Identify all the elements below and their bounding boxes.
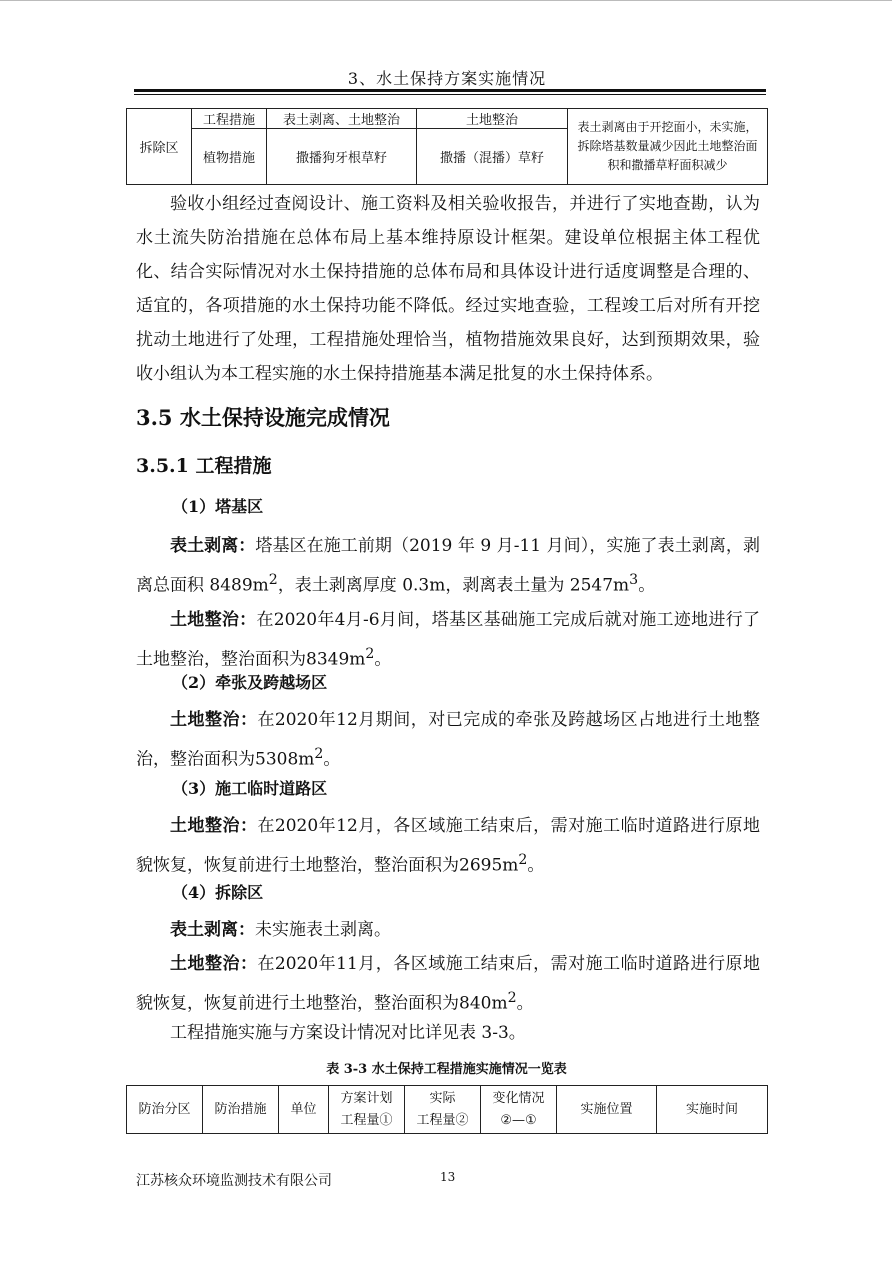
header-line: 工程量②: [416, 1112, 469, 1128]
actual-measure-cell: 土地整治: [417, 109, 568, 129]
text: 。: [323, 749, 341, 770]
measure-type-cell: 植物措施: [192, 129, 267, 185]
intro-block: [136, 187, 760, 391]
label-topsoil: 表土剥离：: [170, 920, 255, 940]
label-topsoil: 表土剥离：: [170, 536, 256, 556]
text: 在2020年12月，各区域施工结束后，需对施工临时道路进行原地貌恢复，恢复前进行土地整治，整治面积为2695m: [136, 816, 760, 876]
demolition-land-paragraph: [136, 947, 760, 1021]
plan-measure-cell: 撒播狗牙根草籽: [267, 129, 417, 185]
text: 。: [638, 575, 656, 596]
tower-area-block: [136, 492, 760, 676]
subsection-block: [136, 451, 760, 481]
label-land: 土地整治：: [170, 609, 257, 630]
table-caption: 表 3-3 水土保持工程措施实施情况一览表: [326, 1062, 567, 1077]
header-actual-quantity: [405, 1086, 481, 1134]
label-land: 土地整治：: [170, 710, 258, 730]
section-heading: 3.5 水土保持设施完成情况: [136, 405, 390, 430]
table-reference-block: [136, 1016, 760, 1050]
text: 。: [527, 855, 545, 876]
label-land: 土地整治：: [170, 954, 258, 974]
demolition-topsoil-paragraph: [136, 913, 760, 947]
page-number: 13: [440, 1170, 456, 1184]
header-line: ②—①: [500, 1112, 537, 1128]
header-unit: 单位: [279, 1086, 329, 1134]
header-time: 实施时间: [657, 1086, 768, 1134]
tower-area-title: （1）塔基区: [172, 497, 264, 516]
text: 。: [516, 993, 534, 1014]
tension-land-paragraph: [136, 703, 760, 777]
plan-measure-cell: 表土剥离、土地整治: [267, 109, 417, 129]
header-planned-quantity: [329, 1086, 405, 1134]
text: 。: [374, 649, 392, 670]
tower-topsoil-paragraph: [136, 529, 760, 603]
demolition-area-block: [136, 878, 760, 1021]
text: 在2020年12月期间，对已完成的牵张及跨越场区占地进行土地整治，整治面积为5308m: [136, 710, 760, 770]
road-area-title: （3）施工临时道路区: [172, 779, 328, 798]
superscript: 2: [314, 746, 324, 762]
superscript: 2: [518, 852, 528, 868]
tension-area-title: （2）牵张及跨越场区: [172, 673, 328, 692]
tension-area-block: [136, 668, 760, 777]
page-top-edge: [0, 0, 892, 1]
superscript: 2: [268, 572, 278, 588]
text: ，表土剥离厚度 0.3m，剥离表土量为 2547m: [277, 575, 630, 596]
road-land-paragraph: [136, 809, 760, 883]
header-line: 方案计划: [340, 1090, 393, 1106]
text: 未实施表土剥离。: [255, 920, 391, 940]
demolition-area-title: （4）拆除区: [172, 883, 264, 902]
header-rule-thin: [134, 94, 766, 95]
superscript: 3: [629, 572, 639, 588]
tower-land-paragraph: [136, 603, 760, 677]
header-measure: 防治措施: [203, 1086, 279, 1134]
table-reference-paragraph: 工程措施实施与方案设计情况对比详见表 3-3。: [170, 1023, 526, 1043]
header-location: 实施位置: [557, 1086, 657, 1134]
intro-paragraph: 验收小组经过查阅设计、施工资料及相关验收报告，并进行了实地查勘，认为水土流失防治措施在总体布局上基本维持原设计框架。建设单位根据主体工程优化、结合实际情况对水土保持措施的总体布局和具体设计进行适度调整是合理的、适宜的，各项措施的水土保持功能不降低。经过实地查验，工程竣工后对所有开挖扰动土地进行了处理，工程措施处理恰当，植物措施效果良好，达到预期效果，验收小组认为本工程实施的水土保持措施基本满足批复的水土保持体系。: [136, 194, 760, 384]
actual-measure-cell: 撒播（混播）草籽: [417, 129, 568, 185]
header-change: [481, 1086, 557, 1134]
text: 塔基区在施工前期（2019 年 9 月-11 月间），实施了表土剥离，剥离总面积 8489m: [136, 536, 761, 596]
label-land: 土地整治：: [170, 816, 258, 836]
header-line: 实际: [429, 1090, 456, 1106]
text: 在2020年4月-6月间，塔基区基础施工完成后就对施工迹地进行了土地整治，整治面积为8349m: [136, 609, 761, 670]
superscript: 2: [507, 990, 517, 1006]
subsection-heading: 3.5.1 工程措施: [136, 455, 272, 477]
text: 在2020年11月，各区域施工结束后，需对施工临时道路进行原地貌恢复，恢复前进行土地整治，整治面积为840m: [136, 954, 760, 1014]
header-rule-thick: [134, 89, 766, 92]
header-line: 变化情况: [492, 1090, 545, 1106]
footer-company: 江苏核众环境监测技术有限公司: [136, 1173, 332, 1189]
measure-type-cell: 工程措施: [192, 109, 267, 129]
change-reason-cell: 表土剥离由于开挖面小，未实施，拆除塔基数量减少因此土地整治面积和撒播草籽面积减少: [568, 109, 768, 185]
measures-summary-table: [126, 1085, 768, 1134]
measures-table-continued: [126, 108, 768, 185]
area-cell: 拆除区: [127, 109, 192, 185]
superscript: 2: [365, 645, 375, 662]
header-zone: 防治分区: [127, 1086, 203, 1134]
road-area-block: [136, 774, 760, 883]
page-header-title: 3、水土保持方案实施情况: [347, 69, 547, 88]
header-line: 工程量①: [340, 1112, 393, 1128]
section-block: [136, 403, 760, 433]
